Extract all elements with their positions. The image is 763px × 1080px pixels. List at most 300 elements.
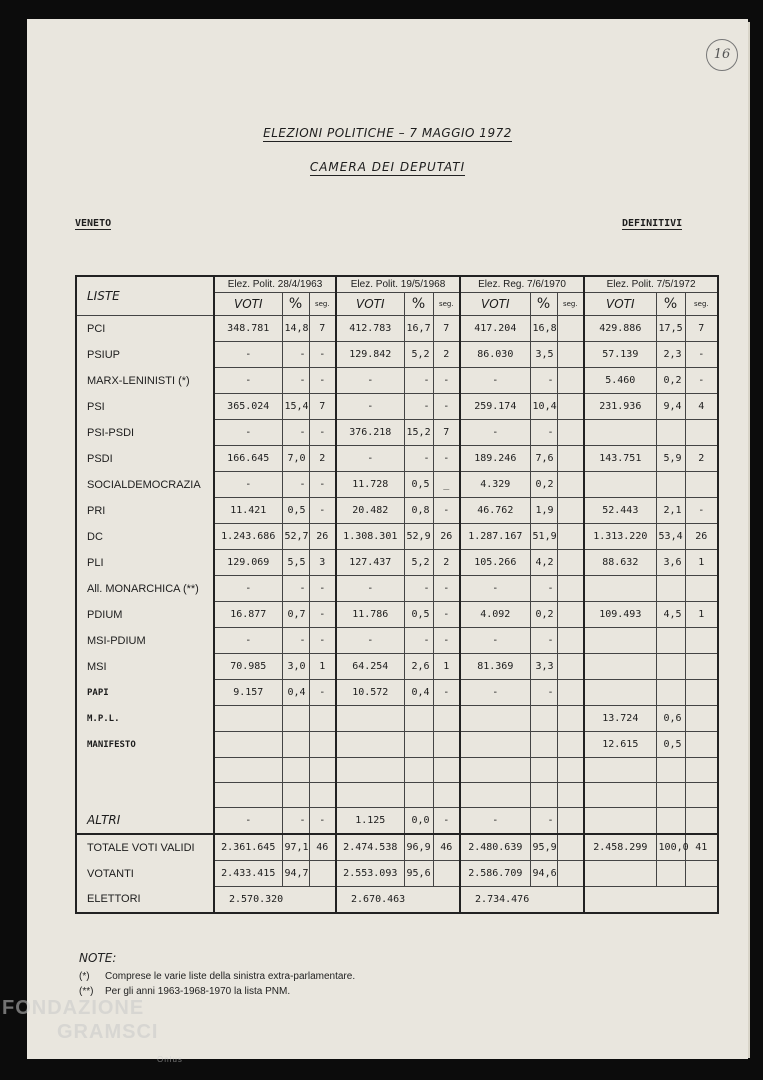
table-row [76, 342, 718, 368]
votes-cell [584, 654, 656, 680]
percent-cell: - [282, 342, 309, 368]
seats-cell: - [433, 602, 460, 628]
period-header-row [76, 276, 718, 293]
seats-cell: - [309, 628, 336, 654]
seats-cell: 1 [433, 654, 460, 680]
party-name: PSI [76, 394, 214, 420]
party-name: MARX-LENINISTI (*) [76, 368, 214, 394]
seats-cell: - [309, 680, 336, 706]
votes-cell: - [214, 472, 282, 498]
table-row [76, 680, 718, 706]
percent-cell: 0,2 [530, 602, 557, 628]
percent-cell [404, 732, 433, 758]
table-row [76, 732, 718, 758]
percent-cell: 0,5 [656, 732, 685, 758]
votes-cell [584, 420, 656, 446]
percent-cell: - [530, 680, 557, 706]
votes-cell: 1.125 [336, 808, 404, 835]
percent-cell: 5,2 [404, 342, 433, 368]
votes-cell: 88.632 [584, 550, 656, 576]
percent-cell: 0,6 [656, 706, 685, 732]
percent-cell: 95,6 [404, 861, 433, 887]
percent-cell [404, 758, 433, 783]
votes-cell [214, 783, 282, 808]
votes-cell [584, 783, 656, 808]
votes-cell [584, 680, 656, 706]
status-label: DEFINITIVI [622, 218, 683, 229]
votes-cell: - [460, 420, 530, 446]
seats-cell: - [309, 368, 336, 394]
seats-cell: 26 [309, 524, 336, 550]
percent-cell: - [282, 808, 309, 835]
seats-cell: 7 [433, 316, 460, 342]
percent-cell [530, 732, 557, 758]
votes-cell [214, 758, 282, 783]
page-number: 16 [706, 39, 738, 71]
percent-cell: 14,8 [282, 316, 309, 342]
party-name: DC [76, 524, 214, 550]
percent-cell: 52,7 [282, 524, 309, 550]
votes-cell: 64.254 [336, 654, 404, 680]
seats-cell: 1 [685, 602, 718, 628]
percent-cell: 0,2 [530, 472, 557, 498]
seats-cell [557, 732, 584, 758]
votes-cell: 1.287.167 [460, 524, 530, 550]
period-header: Elez. Reg. 7/6/1970 [460, 276, 584, 293]
votes-cell: 365.024 [214, 394, 282, 420]
seats-cell: - [309, 472, 336, 498]
note-text: Per gli anni 1963-1968-1970 la lista PNM. [105, 986, 291, 997]
votes-cell: 1.313.220 [584, 524, 656, 550]
votes-cell: 2.734.476 [460, 887, 584, 914]
votes-cell: - [214, 342, 282, 368]
table-row [76, 758, 718, 783]
seats-cell [557, 472, 584, 498]
percent-cell [656, 654, 685, 680]
seats-cell [557, 783, 584, 808]
seats-cell: - [433, 808, 460, 835]
votes-cell: - [214, 368, 282, 394]
seats-cell: - [685, 342, 718, 368]
seats-cell: 3 [309, 550, 336, 576]
table-row [76, 602, 718, 628]
percent-cell: - [530, 420, 557, 446]
votes-cell: 2.586.709 [460, 861, 530, 887]
seats-cell: 7 [685, 316, 718, 342]
totals-row [76, 861, 718, 887]
percent-cell: 5,9 [656, 446, 685, 472]
seats-cell [685, 576, 718, 602]
votes-cell [214, 706, 282, 732]
percent-cell: - [404, 394, 433, 420]
seats-cell: - [685, 368, 718, 394]
seats-cell: 2 [309, 446, 336, 472]
table-row [76, 524, 718, 550]
table-row [76, 576, 718, 602]
votes-cell: - [460, 680, 530, 706]
percent-column-header: % [656, 293, 685, 316]
percent-cell: - [282, 368, 309, 394]
table-row [76, 446, 718, 472]
seats-cell [685, 732, 718, 758]
seats-cell: - [433, 576, 460, 602]
seats-cell: 1 [309, 654, 336, 680]
votes-cell: 2.553.093 [336, 861, 404, 887]
votes-cell [336, 783, 404, 808]
percent-cell: 2,1 [656, 498, 685, 524]
totals-label: TOTALE VOTI VALIDI [76, 834, 214, 861]
seats-cell [557, 342, 584, 368]
table-row [76, 394, 718, 420]
votes-cell: 129.842 [336, 342, 404, 368]
seats-cell: - [433, 628, 460, 654]
votes-cell: 412.783 [336, 316, 404, 342]
voti-column-header: VOTI [214, 293, 282, 316]
table-row [76, 550, 718, 576]
votes-cell: 1.308.301 [336, 524, 404, 550]
percent-cell: 0,4 [404, 680, 433, 706]
period-header: Elez. Polit. 28/4/1963 [214, 276, 336, 293]
percent-cell: 0,2 [656, 368, 685, 394]
votes-cell: 9.157 [214, 680, 282, 706]
percent-cell [282, 758, 309, 783]
seats-cell [433, 758, 460, 783]
percent-cell: 52,9 [404, 524, 433, 550]
votes-cell: 10.572 [336, 680, 404, 706]
seats-cell [309, 706, 336, 732]
percent-cell: 100,0 [656, 834, 685, 861]
seats-column-header: seg. [309, 293, 336, 316]
party-name: SOCIALDEMOCRAZIA [76, 472, 214, 498]
seats-cell [557, 316, 584, 342]
seats-cell [557, 706, 584, 732]
seats-cell [557, 524, 584, 550]
seats-cell [557, 550, 584, 576]
percent-cell: 0,5 [404, 602, 433, 628]
percent-cell: 0,5 [282, 498, 309, 524]
liste-header: LISTE [76, 276, 214, 316]
votes-cell: - [214, 628, 282, 654]
votes-cell: 2.474.538 [336, 834, 404, 861]
votes-cell: 11.728 [336, 472, 404, 498]
seats-cell: 26 [433, 524, 460, 550]
votes-cell: - [214, 808, 282, 835]
table-row [76, 783, 718, 808]
seats-column-header: seg. [685, 293, 718, 316]
votes-cell: 2.361.645 [214, 834, 282, 861]
percent-cell: - [282, 472, 309, 498]
document-title: ELEZIONI POLITICHE – 7 MAGGIO 1972 [263, 126, 512, 140]
seats-cell: - [433, 446, 460, 472]
votes-cell: 2.670.463 [336, 887, 460, 914]
percent-cell: 3,0 [282, 654, 309, 680]
percent-cell: - [404, 446, 433, 472]
party-name: ALTRI [76, 808, 214, 835]
votes-cell: 231.936 [584, 394, 656, 420]
votes-cell: 52.443 [584, 498, 656, 524]
percent-column-header: % [404, 293, 433, 316]
percent-cell: 94,7 [282, 861, 309, 887]
votes-cell: 11.421 [214, 498, 282, 524]
percent-cell: 3,5 [530, 342, 557, 368]
votes-cell: - [460, 368, 530, 394]
votes-cell: 259.174 [460, 394, 530, 420]
votes-cell: 46.762 [460, 498, 530, 524]
notes [79, 951, 355, 999]
voti-column-header: VOTI [460, 293, 530, 316]
document-subtitle: CAMERA DEI DEPUTATI [309, 160, 466, 174]
percent-cell [656, 758, 685, 783]
seats-cell [309, 861, 336, 887]
percent-cell: 0,7 [282, 602, 309, 628]
note-mark: (*) [79, 971, 90, 982]
percent-cell: - [282, 420, 309, 446]
percent-cell: - [404, 368, 433, 394]
votes-cell: 143.751 [584, 446, 656, 472]
table-row [76, 498, 718, 524]
seats-column-header: seg. [557, 293, 584, 316]
percent-cell: 1,9 [530, 498, 557, 524]
percent-cell: - [530, 628, 557, 654]
region-label: VENETO [75, 218, 112, 229]
seats-cell [685, 706, 718, 732]
percent-cell: 15,4 [282, 394, 309, 420]
percent-cell: - [404, 628, 433, 654]
period-header: Elez. Polit. 19/5/1968 [336, 276, 460, 293]
seats-cell [557, 808, 584, 835]
votes-cell [460, 706, 530, 732]
party-name: M.P.L. [76, 706, 214, 732]
votes-cell: - [336, 394, 404, 420]
votes-cell: 109.493 [584, 602, 656, 628]
votes-cell: 105.266 [460, 550, 530, 576]
watermark-line2: GRAMSCI [57, 1021, 159, 1043]
percent-cell: 97,1 [282, 834, 309, 861]
seats-cell [557, 680, 584, 706]
percent-cell [656, 808, 685, 835]
votes-cell: 348.781 [214, 316, 282, 342]
percent-cell [404, 706, 433, 732]
percent-cell [656, 472, 685, 498]
percent-cell: - [530, 808, 557, 835]
votes-cell [584, 576, 656, 602]
percent-cell: 7,6 [530, 446, 557, 472]
percent-cell: - [530, 576, 557, 602]
votes-cell: 81.369 [460, 654, 530, 680]
votes-cell: 5.460 [584, 368, 656, 394]
percent-cell [530, 706, 557, 732]
percent-cell [530, 783, 557, 808]
votes-cell [584, 887, 718, 914]
seats-column-header: seg. [433, 293, 460, 316]
votes-cell: 127.437 [336, 550, 404, 576]
votes-cell: - [336, 368, 404, 394]
seats-cell [433, 783, 460, 808]
votes-cell: 86.030 [460, 342, 530, 368]
votes-cell: 417.204 [460, 316, 530, 342]
votes-cell: 4.329 [460, 472, 530, 498]
votes-cell: - [460, 808, 530, 835]
table-row [76, 628, 718, 654]
seats-cell: 4 [685, 394, 718, 420]
percent-cell [656, 861, 685, 887]
seats-cell: - [309, 342, 336, 368]
note-item [79, 969, 355, 984]
seats-cell [557, 446, 584, 472]
seats-cell [685, 680, 718, 706]
percent-cell: 0,4 [282, 680, 309, 706]
table-row [76, 472, 718, 498]
party-name: MSI [76, 654, 214, 680]
votes-cell: - [460, 576, 530, 602]
votes-cell: 13.724 [584, 706, 656, 732]
percent-cell: 0,5 [404, 472, 433, 498]
percent-cell: 0,0 [404, 808, 433, 835]
seats-cell: 2 [433, 550, 460, 576]
party-name: PDIUM [76, 602, 214, 628]
seats-cell: 26 [685, 524, 718, 550]
votes-cell: 4.092 [460, 602, 530, 628]
percent-cell: - [404, 576, 433, 602]
votes-cell: 129.069 [214, 550, 282, 576]
percent-cell: 95,9 [530, 834, 557, 861]
table-row [76, 368, 718, 394]
seats-cell [685, 783, 718, 808]
votes-cell: 12.615 [584, 732, 656, 758]
votes-cell: 2.570.320 [214, 887, 336, 914]
table-row [76, 808, 718, 835]
votes-cell [584, 808, 656, 835]
percent-cell: 94,6 [530, 861, 557, 887]
party-name: PRI [76, 498, 214, 524]
seats-cell: 1 [685, 550, 718, 576]
votes-cell [584, 628, 656, 654]
period-header: Elez. Polit. 7/5/1972 [584, 276, 718, 293]
seats-cell: - [433, 680, 460, 706]
note-text: Comprese le varie liste della sinistra extra-parlamentare. [105, 971, 356, 982]
voti-column-header: VOTI [584, 293, 656, 316]
votes-cell [214, 732, 282, 758]
seats-cell [309, 732, 336, 758]
percent-cell: - [282, 628, 309, 654]
votes-cell: 20.482 [336, 498, 404, 524]
seats-cell [557, 498, 584, 524]
seats-cell: - [309, 602, 336, 628]
seats-cell [557, 602, 584, 628]
seats-cell [685, 472, 718, 498]
votes-cell: - [214, 420, 282, 446]
seats-cell [685, 808, 718, 835]
party-name: PSI-PSDI [76, 420, 214, 446]
seats-cell [557, 861, 584, 887]
percent-cell: 4,2 [530, 550, 557, 576]
percent-cell: 16,7 [404, 316, 433, 342]
percent-cell: 53,4 [656, 524, 685, 550]
party-name: PCI [76, 316, 214, 342]
seats-cell [685, 654, 718, 680]
seats-cell: _ [433, 472, 460, 498]
seats-cell [557, 654, 584, 680]
seats-cell: 46 [309, 834, 336, 861]
votes-cell: 70.985 [214, 654, 282, 680]
seats-cell: - [309, 420, 336, 446]
seats-cell [557, 628, 584, 654]
seats-cell: 7 [309, 394, 336, 420]
percent-cell: 51,9 [530, 524, 557, 550]
seats-cell: - [433, 498, 460, 524]
party-name: PSDI [76, 446, 214, 472]
party-name: PAPI [76, 680, 214, 706]
percent-cell: 2,3 [656, 342, 685, 368]
seats-cell: 46 [433, 834, 460, 861]
table-row [76, 654, 718, 680]
seats-cell [309, 758, 336, 783]
seats-cell [433, 706, 460, 732]
percent-cell: 15,2 [404, 420, 433, 446]
percent-cell: 9,4 [656, 394, 685, 420]
party-name: PLI [76, 550, 214, 576]
seats-cell: - [433, 394, 460, 420]
table-row [76, 420, 718, 446]
votes-cell [460, 732, 530, 758]
percent-cell: 5,5 [282, 550, 309, 576]
seats-cell [685, 861, 718, 887]
percent-cell [656, 628, 685, 654]
votes-cell [336, 706, 404, 732]
votes-cell [584, 472, 656, 498]
percent-cell: 3,6 [656, 550, 685, 576]
votes-cell: 166.645 [214, 446, 282, 472]
votes-cell: 16.877 [214, 602, 282, 628]
percent-cell: 10,4 [530, 394, 557, 420]
percent-column-header: % [282, 293, 309, 316]
table-row [76, 706, 718, 732]
notes-label: NOTE: [79, 951, 117, 965]
seats-cell: 2 [685, 446, 718, 472]
percent-cell [656, 576, 685, 602]
party-name [76, 758, 214, 783]
seats-cell: - [309, 498, 336, 524]
votes-cell: 57.139 [584, 342, 656, 368]
seats-cell [685, 628, 718, 654]
percent-cell [656, 783, 685, 808]
percent-cell [404, 783, 433, 808]
percent-cell: - [282, 576, 309, 602]
percent-cell [530, 758, 557, 783]
votes-cell: - [336, 576, 404, 602]
percent-cell [282, 706, 309, 732]
seats-cell: - [309, 576, 336, 602]
table-row [76, 316, 718, 342]
party-name: MSI-PDIUM [76, 628, 214, 654]
votes-cell [336, 758, 404, 783]
seats-cell: - [685, 498, 718, 524]
watermark-logo [2, 996, 183, 1064]
percent-cell: 3,3 [530, 654, 557, 680]
percent-cell [282, 732, 309, 758]
percent-cell: 5,2 [404, 550, 433, 576]
votes-cell: 2.458.299 [584, 834, 656, 861]
party-name: PSIUP [76, 342, 214, 368]
votes-cell [584, 758, 656, 783]
watermark-small: Onlus [157, 1055, 183, 1064]
seats-cell: 2 [433, 342, 460, 368]
percent-cell [656, 420, 685, 446]
totals-row [76, 834, 718, 861]
seats-cell [433, 732, 460, 758]
percent-cell: 16,8 [530, 316, 557, 342]
seats-cell [557, 394, 584, 420]
